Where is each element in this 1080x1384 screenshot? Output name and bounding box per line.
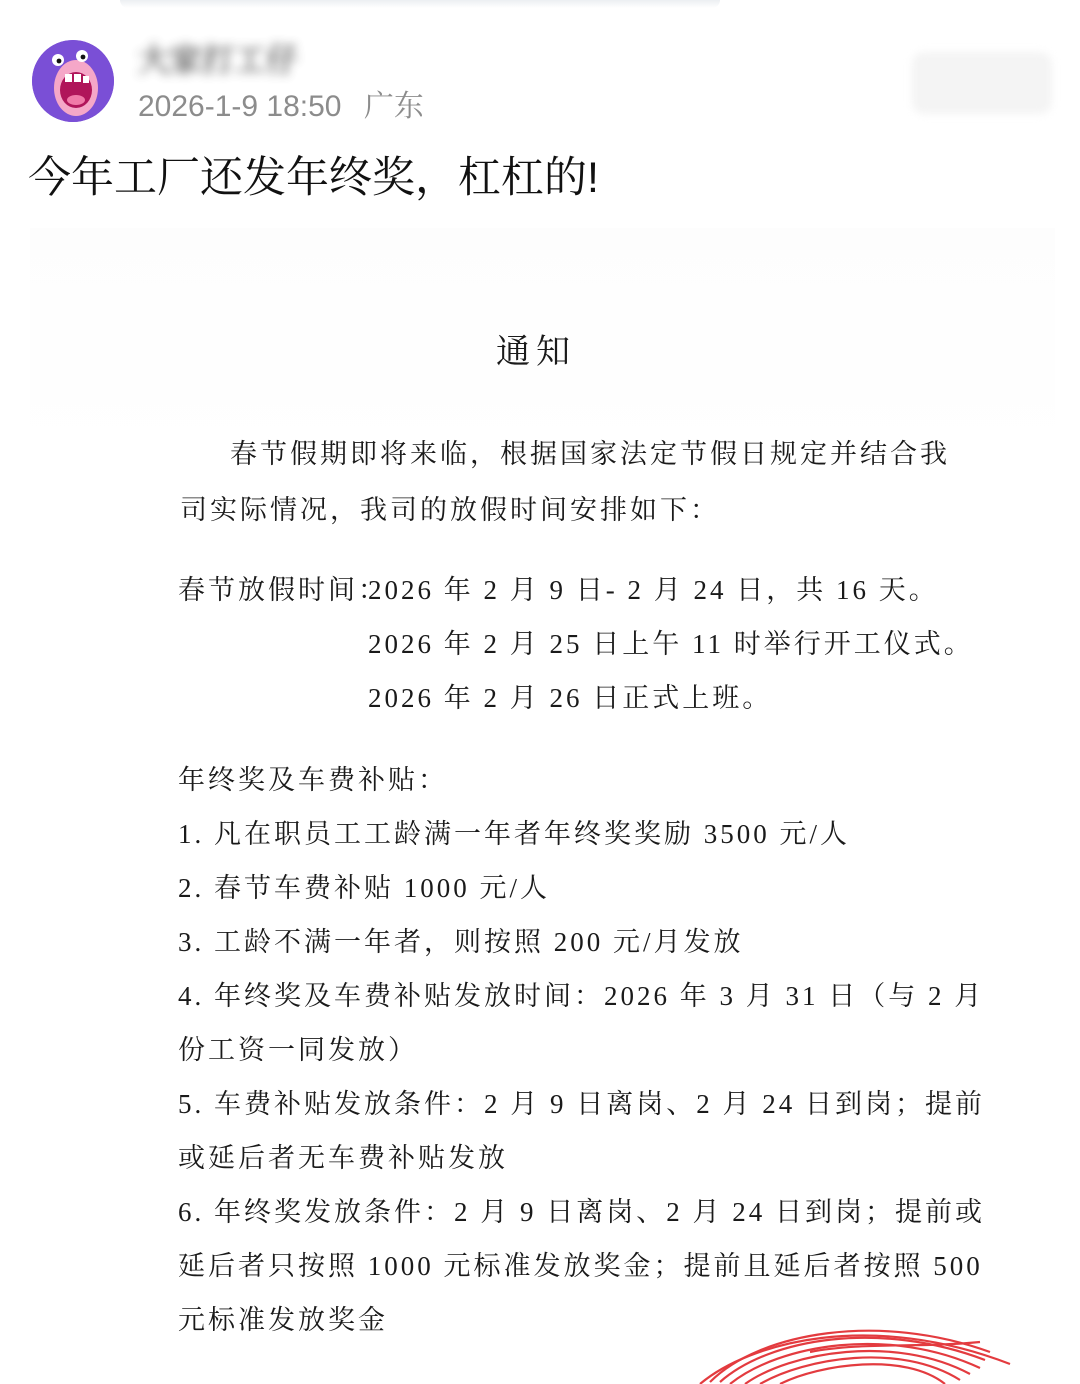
bonus-item: 6. 年终奖发放条件：2 月 9 日离岗、2 月 24 日到岗；提前或 [178,1197,985,1227]
username[interactable]: 大家打工仔 [138,42,299,78]
post-meta [138,88,438,126]
holiday-line: 2026 年 2 月 26 日正式上班。 [368,683,773,713]
top-card-shadow [120,0,720,8]
holiday-label: 春节放假时间： [178,575,388,605]
bonus-item-continued: 份工资一同发放） [178,1035,418,1065]
post-location: 广东 [363,90,424,123]
notice-intro-line: 司实际情况，我司的放假时间安排如下： [180,495,720,525]
bonus-item: 5. 车费补贴发放条件：2 月 9 日离岗、2 月 24 日到岗；提前 [178,1089,985,1119]
red-seal-scribble-icon [690,1312,1020,1384]
cartoon-face-avatar-icon [32,40,114,122]
post-date: 2026-1-9 18:50 [138,90,342,123]
bonus-heading: 年终奖及车费补贴： [178,765,448,795]
bonus-item: 1. 凡在职员工工龄满一年者年终奖奖励 3500 元/人 [178,819,851,849]
bonus-item: 3. 工龄不满一年者，则按照 200 元/月发放 [178,927,744,957]
bonus-item-continued: 元标准发放奖金 [178,1305,388,1335]
bonus-item-continued: 延后者只按照 1000 元标准发放奖金；提前且延后者按照 500 [178,1251,983,1281]
follow-button[interactable] [912,52,1052,114]
notice-intro-line: 春节假期即将来临，根据国家法定节假日规定并结合我 [230,439,950,469]
notice-image[interactable] [30,228,1055,1384]
bonus-item: 2. 春节车费补贴 1000 元/人 [178,873,551,903]
bonus-item-continued: 或延后者无车费补贴发放 [178,1143,508,1173]
bonus-item: 4. 年终奖及车费补贴发放时间：2026 年 3 月 31 日（与 2 月 [178,981,985,1011]
post-text: 今年工厂还发年终奖，杠杠的! [28,154,599,202]
notice-title: 通知 [496,334,576,371]
holiday-line: 2026 年 2 月 25 日上午 11 时举行开工仪式。 [368,629,974,659]
holiday-line: 2026 年 2 月 9 日- 2 月 24 日，共 16 天。 [368,575,939,605]
user-avatar[interactable] [32,40,114,122]
